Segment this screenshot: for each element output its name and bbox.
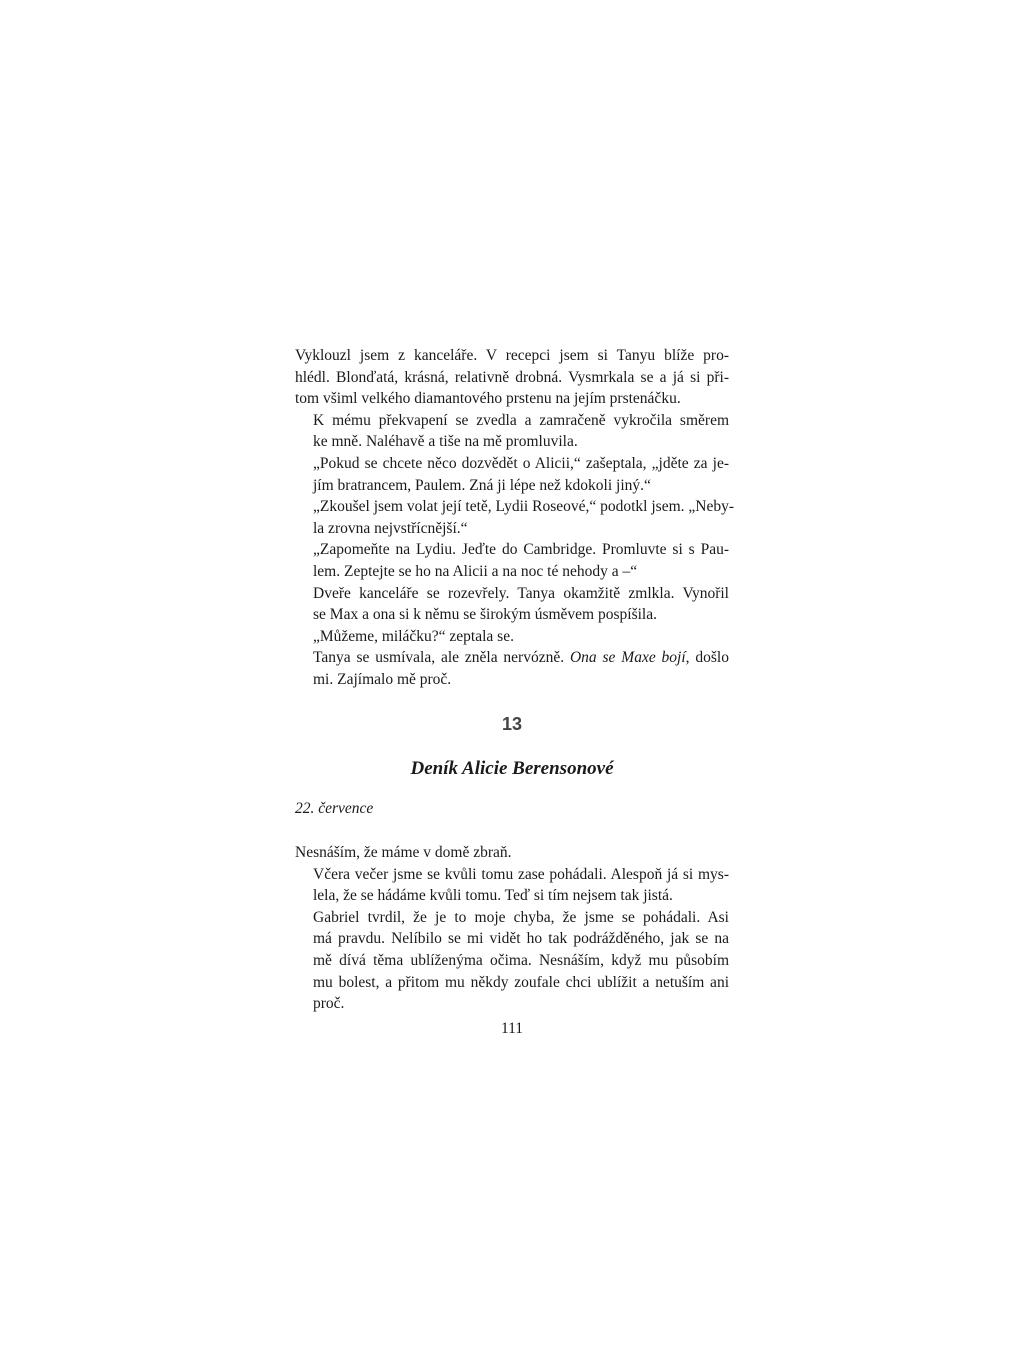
text-run: Tanya se usmívala, ale zněla nervózně. bbox=[313, 649, 570, 667]
text-line: „Můžeme, miláčku?“ zeptala se. bbox=[313, 627, 514, 645]
text-line: tom všiml velkého diamantového prstenu na jejím prstenáčku. bbox=[295, 390, 681, 408]
text-line: la zrovna nejvstřícnější.“ bbox=[313, 519, 468, 537]
text-line: se Max a ona si k němu se širokým úsměvem pospíšila. bbox=[313, 606, 657, 624]
paragraph bbox=[295, 864, 729, 907]
text-line: Dveře kanceláře se rozevřely. Tanya okamžitě zmlkla. Vynořil bbox=[313, 584, 729, 602]
text-line: Gabriel tvrdil, že je to moje chyba, že jsme se pohádali. Asi bbox=[313, 908, 729, 926]
upper-text-block bbox=[295, 345, 734, 691]
paragraph bbox=[295, 539, 729, 582]
text-line: mi. Zajímalo mě proč. bbox=[313, 670, 452, 688]
text-line: jím bratrancem, Paulem. Zná ji lépe než kdokoli jiný.“ bbox=[313, 476, 651, 494]
text-line: Včera večer jsme se kvůli tomu zase pohádali. Alespoň já si mys- bbox=[313, 865, 729, 883]
text-line: K mému překvapení se zvedla a zamračeně vykročila směrem bbox=[313, 411, 729, 429]
text-line: hlédl. Blonďatá, krásná, relativně drobná. Vysmrkala se a já si při- bbox=[295, 368, 729, 386]
text-line: „Zkoušel jsem volat její tetě, Lydii Roseové,“ podotkl jsem. „Neby- bbox=[313, 498, 734, 516]
text-line: Nesnáším, že máme v domě zbraň. bbox=[295, 844, 512, 861]
text-line: mě dívá těma ublíženýma očima. Nesnáším, když mu působím bbox=[313, 951, 729, 969]
italic-phrase: Ona se Maxe bojí bbox=[569, 649, 686, 667]
paragraph bbox=[295, 496, 734, 539]
chapter-number: 13 bbox=[501, 714, 523, 734]
diary-entry-date: 22. července bbox=[295, 800, 374, 817]
paragraph bbox=[295, 647, 729, 690]
paragraph bbox=[295, 453, 729, 496]
text-run: , došlo bbox=[685, 649, 729, 667]
chapter-title: Deník Alicie Berensonové bbox=[410, 758, 614, 779]
text-line: lela, že se hádáme kvůli tomu. Teď si tím nejsem tak jistá. bbox=[313, 887, 673, 905]
text-line: „Pokud se chcete něco dozvědět o Alicii,“ zašeptala, „jděte za je- bbox=[313, 454, 729, 472]
lower-text-block bbox=[295, 842, 729, 1015]
paragraph bbox=[295, 626, 729, 648]
paragraph bbox=[295, 907, 729, 1015]
paragraph bbox=[295, 410, 729, 453]
text-line: lem. Zeptejte se ho na Alicii a na noc té nehody a –“ bbox=[313, 562, 638, 580]
text-line bbox=[295, 647, 729, 669]
text-line: Vyklouzl jsem z kanceláře. V recepci jsem si Tanyu blíže pro- bbox=[295, 347, 729, 364]
text-line: „Zapomeňte na Lydiu. Jeďte do Cambridge. Promluvte si s Pau- bbox=[313, 541, 729, 559]
paragraph bbox=[295, 842, 729, 864]
text-line: mu bolest, a přitom mu někdy zoufale chci ublížit a netuším ani bbox=[313, 973, 729, 991]
paragraph bbox=[295, 345, 729, 410]
text-line: ke mně. Naléhavě a tiše na mě promluvila. bbox=[313, 433, 578, 451]
page-number: 111 bbox=[500, 1020, 524, 1037]
text-line: proč. bbox=[313, 995, 345, 1013]
text-line: má pravdu. Nelíbilo se mi vidět ho tak podrážděného, jak se na bbox=[313, 930, 729, 948]
paragraph bbox=[295, 583, 729, 626]
